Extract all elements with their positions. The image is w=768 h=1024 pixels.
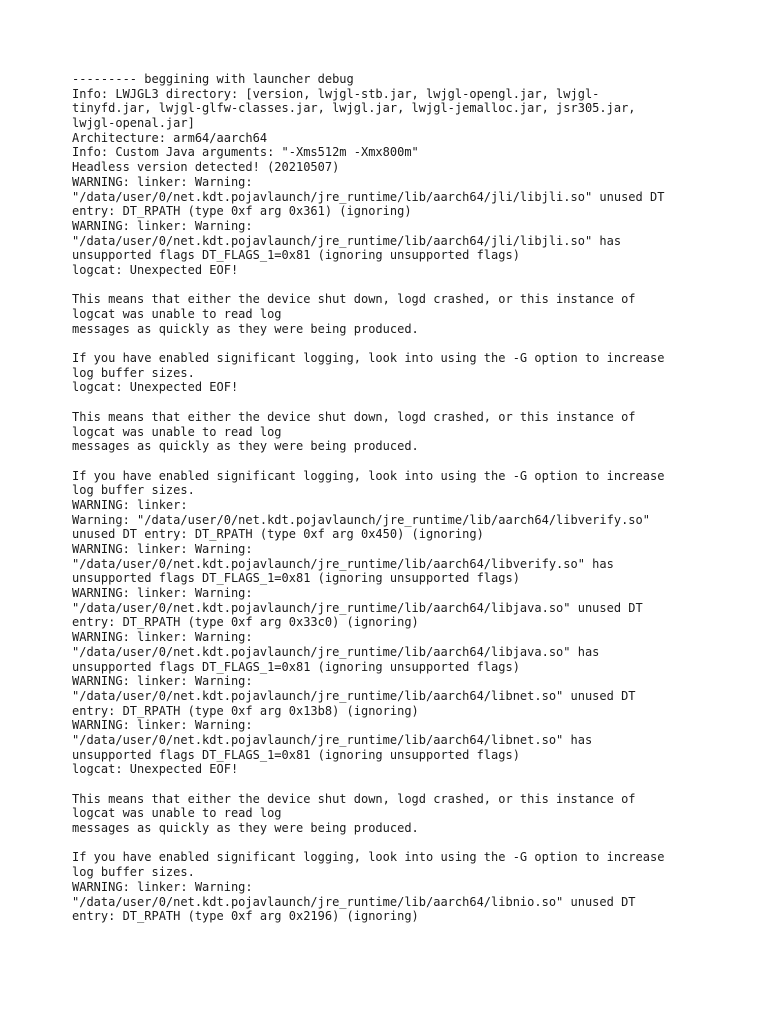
document-page	[72, 72, 712, 952]
log-line: WARNING: linker: Warning:	[72, 674, 253, 689]
log-line: WARNING: linker: Warning:	[72, 630, 253, 645]
log-line: If you have enabled significant logging, look into using the -G option to increase	[72, 351, 665, 366]
log-line: messages as quickly as they were being produced.	[72, 321, 419, 336]
log-line: logcat: Unexpected EOF!	[72, 380, 239, 395]
log-line: messages as quickly as they were being produced.	[72, 821, 419, 836]
log-line: "/data/user/0/net.kdt.pojavlaunch/jre_runtime/lib/aarch64/libnio.so" unused DT	[72, 894, 636, 909]
log-line: This means that either the device shut down, logd crashed, or this instance of	[72, 292, 636, 307]
log-line: entry: DT_RPATH (type 0xf arg 0x361) (ignoring)	[72, 204, 412, 219]
blank-line	[72, 777, 712, 792]
log-line: log buffer sizes.	[72, 365, 195, 380]
log-line: logcat: Unexpected EOF!	[72, 262, 239, 277]
log-line: logcat was unable to read log	[72, 806, 282, 821]
log-line: --------- beggining with launcher debug	[72, 72, 354, 86]
log-line: WARNING: linker: Warning:	[72, 879, 253, 894]
log-line: WARNING: linker: Warning:	[72, 218, 253, 233]
log-line: "/data/user/0/net.kdt.pojavlaunch/jre_runtime/lib/aarch64/jli/libjli.so" has	[72, 233, 622, 248]
log-line: This means that either the device shut down, logd crashed, or this instance of	[72, 791, 636, 806]
log-line: log buffer sizes.	[72, 483, 195, 498]
log-line: tinyfd.jar, lwjgl-glfw-classes.jar, lwjgl.jar, lwjgl-jemalloc.jar, jsr305.jar,	[72, 101, 636, 116]
log-line: "/data/user/0/net.kdt.pojavlaunch/jre_runtime/lib/aarch64/libnet.so" unused DT	[72, 688, 636, 703]
blank-line	[72, 454, 712, 469]
log-line: unsupported flags DT_FLAGS_1=0x81 (ignoring unsupported flags)	[72, 571, 520, 586]
log-line: Info: LWJGL3 directory: [version, lwjgl-stb.jar, lwjgl-opengl.jar, lwjgl-	[72, 86, 600, 101]
log-line: Headless version detected! (20210507)	[72, 160, 340, 175]
log-line: logcat was unable to read log	[72, 424, 282, 439]
log-line: WARNING: linker: Warning:	[72, 586, 253, 601]
log-line: Info: Custom Java arguments: "-Xms512m -Xmx800m"	[72, 145, 419, 160]
log-line: WARNING: linker:	[72, 497, 188, 512]
log-line: WARNING: linker: Warning:	[72, 174, 253, 189]
log-line: "/data/user/0/net.kdt.pojavlaunch/jre_runtime/lib/aarch64/libjava.so" unused DT	[72, 600, 643, 615]
log-line: messages as quickly as they were being produced.	[72, 439, 419, 454]
blank-line	[72, 395, 712, 410]
log-line: unsupported flags DT_FLAGS_1=0x81 (ignoring unsupported flags)	[72, 659, 520, 674]
log-line: This means that either the device shut down, logd crashed, or this instance of	[72, 409, 636, 424]
log-line: Architecture: arm64/aarch64	[72, 130, 268, 145]
log-line: unsupported flags DT_FLAGS_1=0x81 (ignoring unsupported flags)	[72, 248, 520, 263]
log-line: logcat was unable to read log	[72, 307, 282, 321]
log-line: entry: DT_RPATH (type 0xf arg 0x33c0) (ignoring)	[72, 615, 419, 630]
log-line: unsupported flags DT_FLAGS_1=0x81 (ignoring unsupported flags)	[72, 747, 520, 762]
log-line: logcat: Unexpected EOF!	[72, 762, 239, 777]
log-line: log buffer sizes.	[72, 865, 195, 880]
log-line: If you have enabled significant logging, look into using the -G option to increase	[72, 468, 665, 483]
blank-line	[72, 278, 712, 293]
log-line: Warning: "/data/user/0/net.kdt.pojavlaunch/jre_runtime/lib/aarch64/libverify.so"	[72, 512, 650, 527]
log-line: "/data/user/0/net.kdt.pojavlaunch/jre_runtime/lib/aarch64/libjava.so" has	[72, 644, 600, 659]
log-line: entry: DT_RPATH (type 0xf arg 0x2196) (ignoring)	[72, 909, 419, 924]
log-text	[72, 72, 712, 924]
log-line: "/data/user/0/net.kdt.pojavlaunch/jre_runtime/lib/aarch64/jli/libjli.so" unused DT	[72, 189, 665, 204]
log-line: entry: DT_RPATH (type 0xf arg 0x13b8) (ignoring)	[72, 703, 419, 718]
log-line: unused DT entry: DT_RPATH (type 0xf arg 0x450) (ignoring)	[72, 527, 484, 542]
log-line: WARNING: linker: Warning:	[72, 718, 253, 733]
log-line: "/data/user/0/net.kdt.pojavlaunch/jre_runtime/lib/aarch64/libverify.so" has	[72, 556, 614, 571]
log-line: lwjgl-openal.jar]	[72, 116, 195, 131]
log-line: "/data/user/0/net.kdt.pojavlaunch/jre_runtime/lib/aarch64/libnet.so" has	[72, 732, 593, 747]
blank-line	[72, 336, 712, 351]
log-line: If you have enabled significant logging, look into using the -G option to increase	[72, 850, 665, 865]
blank-line	[72, 836, 712, 851]
log-line: WARNING: linker: Warning:	[72, 542, 253, 556]
